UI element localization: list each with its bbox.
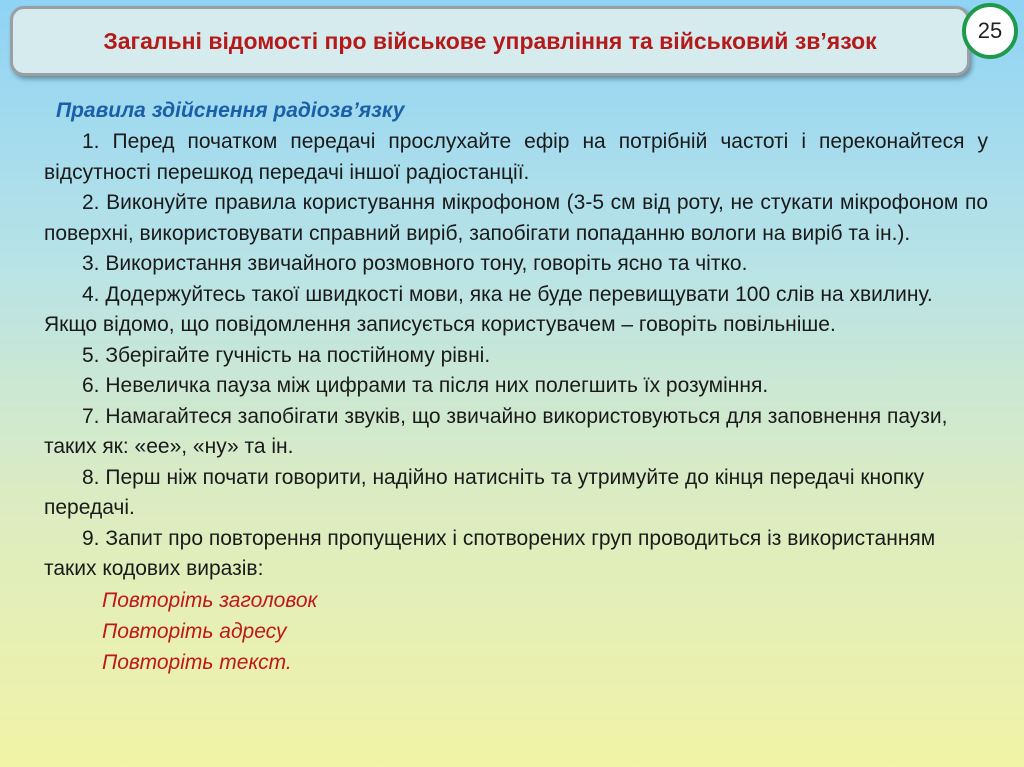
rule-8: 8. Перш ніж почати говорити, надійно натисніть та утримуйте до кінця передачі кнопку передачі. [44,465,925,519]
rule-1: 1. Перед початком передачі прослухайте ефір на потрібній частоті і переконайтеся у відсутності перешкод передачі іншої радіостанції. [44,130,988,184]
code-phrase-3: Повторіть текст. [102,650,292,674]
rule-5: 5. Зберігайте гучність на постійному рівні. [82,343,491,367]
rule-2: 2. Виконуйте правила користування мікрофоном (3-5 см від роту, не стукати мікрофоном по поверхні, використовувати справний виріб, запобігати попаданню вологи на виріб та ін.). [44,191,988,245]
code-phrase-2: Повторіть адресу [102,619,287,643]
page-number-badge: 25 [962,3,1018,59]
slide-content [44,95,988,678]
rule-7: 7. Намагайтеся запобігати звуків, що звичайно використовуються для заповнення паузи, таких як: «ее», «ну» та ін. [44,404,948,458]
rule-9: 9. Запит про повторення пропущених і спотворених груп проводиться із використанням таких кодових виразів: [44,526,936,580]
rule-4: 4. Додержуйтесь такої швидкості мови, яка не буде перевищувати 100 слів на хвилину. Якщо відомо, що повідомлення записується користувачем – говоріть повільніше. [44,282,933,336]
code-phrase-1: Повторіть заголовок [102,588,318,612]
title-banner [10,6,970,76]
section-subtitle: Правила здійснення радіозв’язку [56,99,405,122]
slide-title: Загальні відомості про військове управління та військовий зв’язок [103,28,877,54]
rule-6: 6. Невеличка пауза між цифрами та після них полегшить їх розуміння. [82,374,769,397]
rule-3: 3. Використання звичайного розмовного тону, говоріть ясно та чітко. [82,252,748,275]
